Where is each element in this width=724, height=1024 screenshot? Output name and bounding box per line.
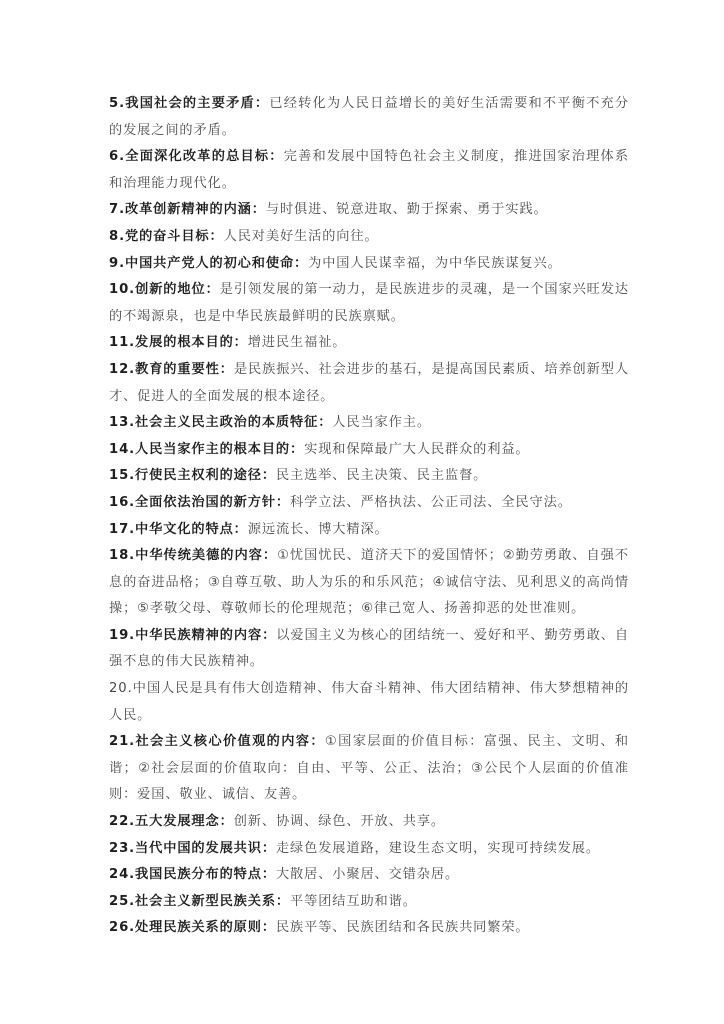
list-item [109,729,629,809]
list-item [109,809,629,836]
item-title: 17.中华文化的特点： [109,521,248,537]
item-title: 6.全面深化改革的总目标： [109,149,284,165]
list-item [109,410,629,437]
item-title: 9.中国共产党人的初心和使命： [109,255,309,271]
item-title: 11.发展的根本目的： [109,335,248,351]
item-body: 以爱国主义为核心的团结统一、爱好和平、勤劳勇敢、自强不息的伟大民族精神。 [109,627,630,670]
list-item [109,224,629,251]
item-title: 12.教育的重要性： [109,361,234,377]
list-item [109,623,629,676]
item-title: 14.人民当家作主的根本目的： [109,441,305,457]
item-body: 民主选举、民主决策、民主监督。 [275,468,488,484]
list-item [109,490,629,517]
item-body: 已经转化为人民日益增长的美好生活需要和不平衡不充分的发展之间的矛盾。 [109,96,629,138]
item-title: 22.五大发展理念： [109,814,234,830]
list-item [109,836,629,863]
item-title: 10.创新的地位： [109,282,220,298]
item-body: 完善和发展中国特色社会主义制度，推进国家治理体系和治理能力现代化。 [109,149,629,191]
item-body: 实现和保障最广大人民群众的利益。 [304,441,530,457]
list-item [109,915,629,942]
item-body: 大散居、小聚居、交错杂居。 [275,867,460,883]
item-title: 19.中华民族精神的内容： [109,627,277,643]
list-item [109,543,629,623]
item-title: 23.当代中国的发展共识： [109,840,276,856]
item-body: 人民当家作主。 [332,415,431,431]
list-item [109,463,629,490]
item-title: 5.我国社会的主要矛盾： [109,96,270,111]
item-body: 增进民生福祉。 [247,335,347,351]
item-body: 民族平等、民族团结和各民族共同繁荣。 [275,920,530,936]
item-body: 平等团结互助和谐。 [290,893,417,909]
item-body: ①国家层面的价值目标：富强、民主、文明、和谐；②社会层面的价值取向：自由、平等、公正、法治；③公民个人层面的价值准则：爱国、敬业、诚信、友善。 [109,734,629,803]
list-item [109,862,629,889]
list-item [109,889,629,916]
item-body: 是引领发展的第一动力，是民族进步的灵魂，是一个国家兴旺发达的不竭源泉，也是中华民族最鲜明的民族禀赋。 [109,282,629,324]
item-body: 科学立法、严格执法、公正司法、全民守法。 [290,494,572,510]
item-title: 15.行使民主权利的途径： [109,468,276,484]
list-item [109,251,629,278]
list-item [109,517,629,544]
item-body: 是民族振兴、社会进步的基石，是提高国民素质、培养创新型人才、促进人的全面发展的根本途径。 [109,361,629,404]
item-title: 24.我国民族分布的特点： [109,867,276,883]
list-item [109,437,629,464]
list-item [109,676,629,729]
item-title: 8.党的奋斗目标： [109,228,224,244]
item-title: 25.社会主义新型民族关系： [109,893,291,909]
item-body: 与时俱进、锐意进取、勤于探索、勇于实践。 [265,202,548,218]
item-title: 21.社会主义核心价值观的内容： [109,734,325,750]
list-item [109,144,629,197]
item-title: 26.处理民族关系的原则： [109,920,276,936]
document-page [109,91,629,942]
list-item [109,197,629,224]
item-body: ①忧国忧民、道济天下的爱国情怀；②勤劳勇敢、自强不息的奋进品格；③自尊互敬、助人为乐的和乐风范；④诚信守法、见利思义的高尚情操；⑤孝敬父母、尊敬师长的伦理规范；⑥律己宽人、扬善抑恶的处世准则。 [109,548,629,617]
list-item [109,277,629,330]
item-body: 源远流长、博大精深。 [247,521,389,537]
item-body: 走绿色发展道路，建设生态文明，实现可持续发展。 [275,840,600,856]
item-title: 18.中华传统美德的内容： [109,548,278,564]
item-title: 7.改革创新精神的内涵： [109,202,266,218]
list-item [109,357,629,410]
item-body: 20.中国人民是具有伟大创造精神、伟大奋斗精神、伟大团结精神、伟大梦想精神的人民。 [109,681,629,723]
item-body: 人民对美好生活的向往。 [223,228,379,244]
item-body: 为中国人民谋幸福，为中华民族谋复兴。 [308,255,562,271]
item-title: 16.全面依法治国的新方针： [109,494,291,510]
item-title: 13.社会主义民主政治的本质特征： [109,415,333,431]
list-item [109,91,629,144]
item-body: 创新、协调、绿色、开放、共享。 [233,814,445,830]
list-item [109,330,629,357]
